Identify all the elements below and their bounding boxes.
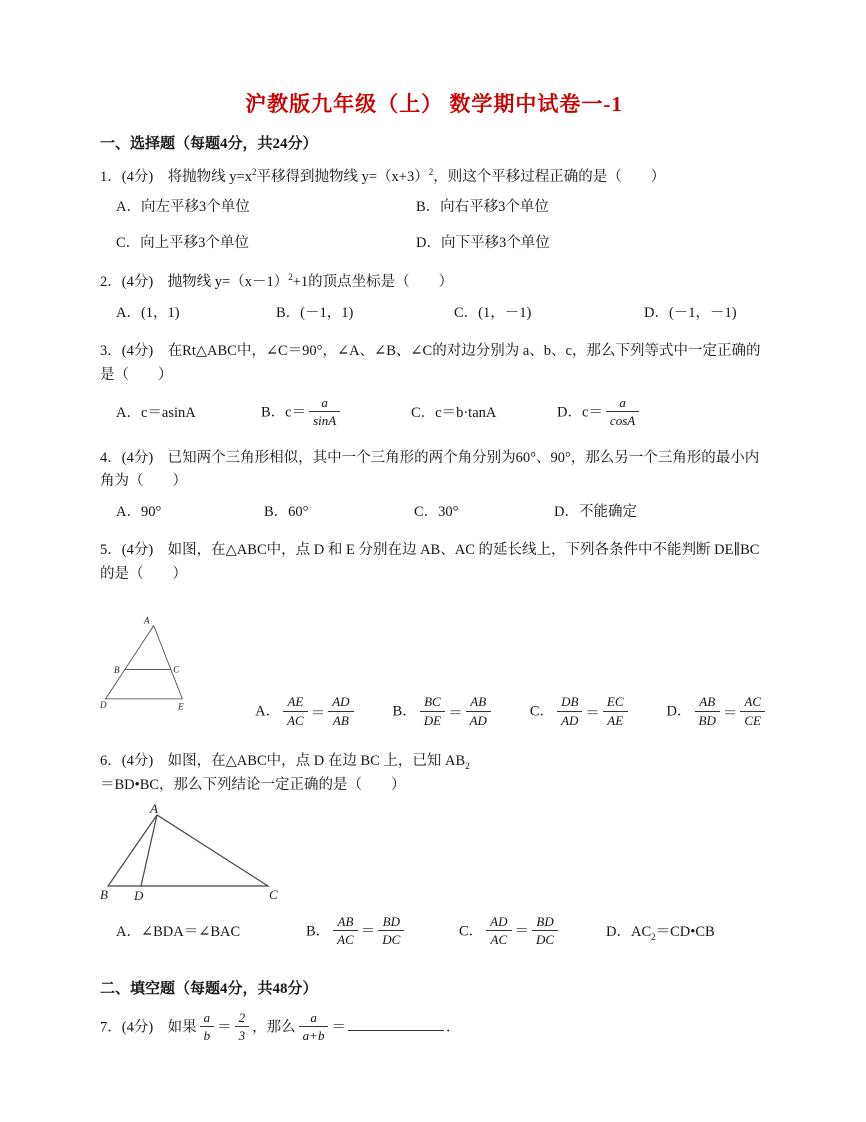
question-2 <box>100 270 768 325</box>
vertex-label-b: B <box>113 665 120 676</box>
vertex-label-c: C <box>269 887 278 903</box>
question-4 <box>100 447 768 524</box>
q5-option-c-label: C． <box>529 704 555 721</box>
question-3 <box>100 340 768 432</box>
vertex-label-d: D <box>134 888 144 904</box>
q6-option-c <box>459 914 606 951</box>
q4-stem: 4．(4分) 已知两个三角形相似，其中一个三角形的两个角分别为60°、90°，那么另一个三角形的最小内角为（ ） <box>100 449 760 490</box>
q6-stem <box>100 750 768 797</box>
q4-option-c: C．30° <box>414 503 459 520</box>
equals-sign: ＝ <box>310 706 326 723</box>
fraction-denominator: AC <box>490 932 508 948</box>
q3-option-b-label: B．c＝ <box>261 404 307 421</box>
fraction-numerator: BD <box>378 914 404 931</box>
page-title: 沪教版九年级（上） 数学期中试卷一-1 <box>245 92 623 116</box>
vertex-label-b: B <box>100 887 108 903</box>
q6-option-b-label: B． <box>306 923 331 940</box>
q2-exponent: 2 <box>288 272 293 283</box>
fraction-numerator: BC <box>420 694 445 711</box>
fraction-numerator: 2 <box>235 1010 250 1027</box>
q5-option-a-label: A． <box>255 704 281 721</box>
fraction-numerator: AB <box>333 914 358 931</box>
q6-triangle-figure <box>100 804 285 904</box>
q1-option-a: A．向左平移3个单位 <box>116 199 250 216</box>
triangle-abc-outline <box>108 815 268 886</box>
q5-options <box>255 694 768 735</box>
q3-option-b <box>261 395 411 432</box>
q2-option-b: B．(－1，1) <box>276 304 354 321</box>
equals-sign: ＝ <box>514 923 530 940</box>
fraction-numerator: DB <box>557 694 582 711</box>
fraction-denominator: AC <box>337 932 354 948</box>
question-1 <box>100 165 768 255</box>
fraction-two-thirds <box>235 1010 250 1044</box>
fraction-numerator: AC <box>740 694 765 711</box>
ratio-fraction <box>603 694 628 728</box>
q5-triangle-figure <box>100 593 215 735</box>
q6-option-d-part1: D．AC <box>606 923 652 940</box>
fraction-denominator: AB <box>332 712 349 728</box>
fraction-numerator: a <box>299 1010 329 1027</box>
vertex-label-d: D <box>100 700 107 711</box>
q1-options <box>100 196 768 255</box>
q5-option-d-label: D． <box>666 704 692 721</box>
equals-sign: ＝ <box>448 706 463 723</box>
q5-figure-and-options <box>100 593 768 735</box>
q1-stem-part3: ，则这个平移过程正确的是（ ） <box>433 168 666 185</box>
q1-option-c: C．向上平移3个单位 <box>116 234 249 251</box>
q7-stem-end: ． <box>445 1019 461 1036</box>
fraction-denominator: DC <box>536 932 555 948</box>
q3-options <box>100 395 768 432</box>
ratio-fraction <box>283 694 308 728</box>
q7-stem <box>100 1010 768 1047</box>
answer-blank <box>348 1016 444 1031</box>
fraction-a-over-a-plus-b <box>299 1010 329 1044</box>
q2-stem-part2: +1的顶点坐标是（ ） <box>292 274 454 291</box>
q1-stem-part2: 平移得到抛物线 y=（x+3） <box>256 168 429 185</box>
fraction-numerator: AB <box>466 694 491 711</box>
q4-options <box>100 501 768 524</box>
ratio-fraction <box>466 694 491 728</box>
vertex-label-e: E <box>178 701 184 712</box>
q4-option-a: A．90° <box>116 503 162 520</box>
ratio-fraction <box>420 694 445 728</box>
section-choice-heading: 一、选择题（每题4分，共24分） <box>100 136 318 152</box>
q5-option-b-label: B． <box>392 704 417 721</box>
q1-stem-part1: 1．(4分) 将抛物线 y=x <box>100 168 252 185</box>
ratio-fraction <box>333 914 358 948</box>
fraction-numerator: a <box>309 395 340 412</box>
q5-stem: 5．(4分) 如图，在△ABC中，点 D 和 E 分别在边 AB、AC 的延长线上，下列各条件中不能判断 DE∥BC 的是（ ） <box>100 542 760 582</box>
ratio-fraction <box>695 694 720 728</box>
q2-stem <box>100 270 768 294</box>
q6-stem-part1: 6．(4分) 如图，在△ABC中，点 D 在边 BC 上，已知 AB <box>100 753 466 770</box>
vertex-label-c: C <box>173 664 180 675</box>
q3-option-d <box>557 395 768 432</box>
q6-figure-wrap <box>100 804 768 904</box>
fraction-denominator: sinA <box>313 413 337 429</box>
fraction-denominator: a+b <box>302 1028 325 1044</box>
fraction-denominator: AD <box>469 712 487 728</box>
q1-option-d: D．向下平移3个单位 <box>416 234 550 251</box>
question-6 <box>100 750 768 951</box>
fraction-denominator: BD <box>698 712 716 728</box>
q6-option-d-part2: ＝CD•CB <box>655 923 715 940</box>
ratio-fraction <box>740 694 765 728</box>
ratio-fraction <box>557 694 582 728</box>
q1-option-b: B．向右平移3个单位 <box>416 199 549 216</box>
fraction-a-over-b <box>200 1010 215 1044</box>
fraction-numerator: BD <box>532 914 558 931</box>
q2-option-a: A．(1，1) <box>116 304 180 321</box>
ratio-fraction <box>378 914 404 948</box>
q3-option-b-fraction <box>309 395 340 429</box>
q4-option-d: D．不能确定 <box>554 503 637 520</box>
section-fill-heading: 二、填空题（每题4分，共48分） <box>100 980 318 997</box>
fraction-denominator: DC <box>382 932 401 948</box>
question-5 <box>100 539 768 735</box>
q1-exponent-1: 2 <box>251 167 257 177</box>
fraction-numerator: AD <box>486 914 511 931</box>
question-7 <box>100 1010 768 1047</box>
vertex-label-a: A <box>143 615 150 626</box>
q1-stem <box>100 165 768 189</box>
fraction-denominator: CE <box>744 712 761 728</box>
q7-stem-part1: 7．(4分) 如果 <box>100 1019 197 1036</box>
q6-options <box>100 914 768 951</box>
fraction-numerator: a <box>200 1010 215 1027</box>
fraction-denominator: b <box>203 1028 211 1044</box>
fraction-numerator: a <box>606 395 639 412</box>
equals-sign: ＝ <box>585 706 600 723</box>
fraction-denominator: cosA <box>609 413 636 429</box>
q3-option-a: A．c＝asinA <box>116 404 196 421</box>
q2-option-d: D．(－1，－1) <box>644 304 737 321</box>
ratio-fraction <box>532 914 558 948</box>
triangle-ade-outline <box>106 626 183 699</box>
q2-stem-part1: 2．(4分) 抛物线 y=（x－1） <box>100 274 289 291</box>
ratio-fraction <box>486 914 511 948</box>
q6-exponent: 2 <box>465 761 470 772</box>
equals-sign: ＝ <box>722 706 738 723</box>
fraction-numerator: EC <box>603 694 628 711</box>
equals-sign: ＝ <box>331 1019 346 1036</box>
equals-sign: ＝ <box>360 923 376 940</box>
fraction-denominator: 3 <box>238 1028 246 1044</box>
q5-option-a <box>255 694 356 731</box>
ratio-fraction <box>328 694 353 728</box>
q1-exponent-2: 2 <box>428 167 434 177</box>
q2-options <box>100 302 768 325</box>
fraction-numerator: AE <box>283 694 308 711</box>
fraction-numerator: AD <box>328 694 353 711</box>
q3-option-d-label: D．c＝ <box>557 404 603 421</box>
q6-stem-part2: ＝BD•BC，那么下列结论一定正确的是（ ） <box>100 776 406 793</box>
q5-option-d <box>667 694 768 731</box>
q6-option-d <box>606 921 768 944</box>
q7-stem-part2: ，那么 <box>252 1019 296 1036</box>
fraction-denominator: AD <box>561 712 579 728</box>
q2-option-c: C．(1，－1) <box>454 304 532 321</box>
q5-option-c <box>530 694 631 731</box>
q3-stem: 3．(4分) 在Rt△ABC中，∠C＝90°，∠A、∠B、∠C的对边分别为 a、b、c，那么下列等式中一定正确的是（ ） <box>100 343 761 383</box>
q6-option-c-label: C． <box>459 923 484 940</box>
q4-option-b: B．60° <box>264 503 309 520</box>
fraction-denominator: DE <box>423 712 442 728</box>
q6-option-a: A．∠BDA＝∠BAC <box>116 923 241 940</box>
q6-option-b <box>306 914 459 951</box>
vertex-label-a: A <box>150 804 158 817</box>
q5-option-b <box>393 694 494 731</box>
q3-option-c: C．c＝b·tanA <box>411 404 497 421</box>
fraction-denominator: AE <box>607 712 624 728</box>
equals-sign: ＝ <box>217 1019 232 1036</box>
fraction-numerator: AB <box>695 694 720 711</box>
q3-option-d-fraction <box>606 395 639 429</box>
fraction-denominator: AC <box>287 712 304 728</box>
q6-option-d-exponent: 2 <box>651 931 656 942</box>
